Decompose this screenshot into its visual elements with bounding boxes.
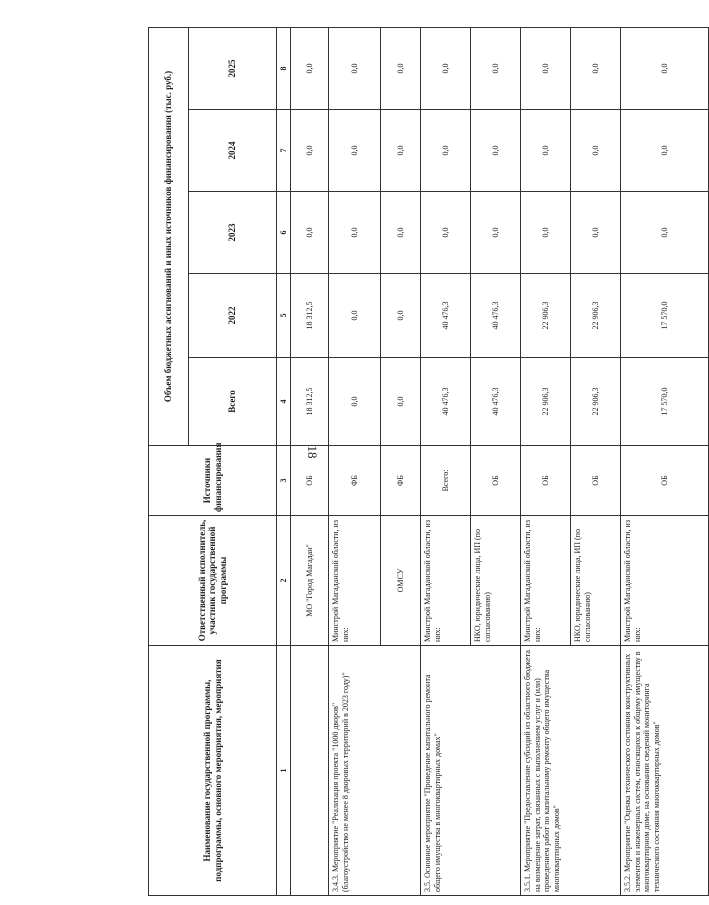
value-2024: 0,0 <box>571 110 621 192</box>
source-cell: ОБ <box>291 446 329 516</box>
value-2025: 0,0 <box>471 28 521 110</box>
value-2023: 0,0 <box>571 192 621 274</box>
column-number: 8 <box>277 28 291 110</box>
program-name-cell: 3.5.2. Мероприятие "Оценка технического состояния конструктивных элементов и инженерных систем, относящихся к общему имуществу в многоквартирном доме, на основании сведений мониторинга технического состояния многоквартирных домов" <box>621 646 709 896</box>
value-2024: 0,0 <box>471 110 521 192</box>
column-number: 1 <box>277 646 291 896</box>
table-row <box>521 28 571 896</box>
value-total: 22 906,3 <box>521 358 571 446</box>
value-total: 0,0 <box>329 358 381 446</box>
table-row <box>329 28 381 896</box>
value-2022: 0,0 <box>381 274 421 358</box>
column-number: 7 <box>277 110 291 192</box>
value-2023: 0,0 <box>291 192 329 274</box>
column-number-row <box>277 28 291 896</box>
program-name-cell: 3.4.3. Мероприятие "Реализация проекта "1000 дворов" (благоустройство не менее 8 дворовых территорий в 2023 году)" <box>329 646 421 896</box>
value-2022: 17 570,0 <box>621 274 709 358</box>
funding-table <box>148 27 709 896</box>
value-2022: 22 906,3 <box>521 274 571 358</box>
value-2025: 0,0 <box>621 28 709 110</box>
source-cell: Всего: <box>421 446 471 516</box>
program-name-cell: 3.5.1. Мероприятие "Предоставление субсидий из областного бюджета на возмещение затрат, связанных с выполнением услуг и (или) проведением работ по капитальному ремонту общего имущества многоквартирных домов" <box>521 646 621 896</box>
value-2022: 18 312,5 <box>291 274 329 358</box>
value-2023: 0,0 <box>329 192 381 274</box>
value-2024: 0,0 <box>521 110 571 192</box>
column-number: 3 <box>277 446 291 516</box>
executor-cell: Минстрой Магаданской области, из них: <box>521 516 571 646</box>
source-cell: ФБ <box>381 446 421 516</box>
executor-cell: НКО, юридические лица, ИП (по согласованию) <box>471 516 521 646</box>
executor-cell: Минстрой Магаданской области, из них: <box>621 516 709 646</box>
value-2025: 0,0 <box>571 28 621 110</box>
value-2023: 0,0 <box>381 192 421 274</box>
executor-cell: ОМСУ <box>381 516 421 646</box>
header-2025: 2025 <box>189 28 277 110</box>
value-2025: 0,0 <box>521 28 571 110</box>
page-number: 18 <box>305 445 320 459</box>
header-2022: 2022 <box>189 274 277 358</box>
value-2023: 0,0 <box>421 192 471 274</box>
header-total: Всего <box>189 358 277 446</box>
program-name-cell <box>291 646 329 896</box>
program-name-cell: 3.5. Основное мероприятие "Проведение капитального ремонта общего имущества в многоквартирных домах" <box>421 646 521 896</box>
value-2024: 0,0 <box>381 110 421 192</box>
column-number: 5 <box>277 274 291 358</box>
value-2022: 22 906,3 <box>571 274 621 358</box>
column-number: 6 <box>277 192 291 274</box>
value-2023: 0,0 <box>521 192 571 274</box>
value-total: 40 476,3 <box>471 358 521 446</box>
value-2025: 0,0 <box>381 28 421 110</box>
column-number: 2 <box>277 516 291 646</box>
header-program-name: Наименование государственной программы, подпрограммы, основного мероприятия, мероприятия <box>149 646 277 896</box>
header-executor: Ответственный исполнитель, участник государственной программы <box>149 516 277 646</box>
executor-cell: Минстрой Магаданской области, из них: <box>421 516 471 646</box>
value-total: 0,0 <box>381 358 421 446</box>
value-2023: 0,0 <box>621 192 709 274</box>
executor-cell: НКО, юридические лица, ИП (по согласованию) <box>571 516 621 646</box>
header-funding-volume: Объем бюджетных ассигнований и иных источников финансирования (тыс. руб.) <box>149 28 189 446</box>
source-cell: ОБ <box>571 446 621 516</box>
value-total: 18 312,5 <box>291 358 329 446</box>
source-cell: ОБ <box>471 446 521 516</box>
value-2024: 0,0 <box>329 110 381 192</box>
value-2023: 0,0 <box>471 192 521 274</box>
rotated-page <box>148 28 670 896</box>
value-2022: 40 476,3 <box>471 274 521 358</box>
value-2025: 0,0 <box>329 28 381 110</box>
header-2024: 2024 <box>189 110 277 192</box>
value-2024: 0,0 <box>421 110 471 192</box>
executor-cell: МО "Город Магадан" <box>291 516 329 646</box>
source-cell: ОБ <box>521 446 571 516</box>
table-row <box>291 28 329 896</box>
table-row <box>621 28 709 896</box>
value-total: 17 570,0 <box>621 358 709 446</box>
source-cell: ФБ <box>329 446 381 516</box>
value-total: 40 476,3 <box>421 358 471 446</box>
value-2024: 0,0 <box>291 110 329 192</box>
header-2023: 2023 <box>189 192 277 274</box>
value-total: 22 906,3 <box>571 358 621 446</box>
executor-cell: Минстрой Магаданской области, из них: <box>329 516 381 646</box>
value-2022: 40 476,3 <box>421 274 471 358</box>
source-cell: ОБ <box>621 446 709 516</box>
value-2022: 0,0 <box>329 274 381 358</box>
column-number: 4 <box>277 358 291 446</box>
header-source: Источники финансирования <box>149 446 277 516</box>
value-2025: 0,0 <box>421 28 471 110</box>
value-2025: 0,0 <box>291 28 329 110</box>
table-row <box>421 28 471 896</box>
value-2024: 0,0 <box>621 110 709 192</box>
